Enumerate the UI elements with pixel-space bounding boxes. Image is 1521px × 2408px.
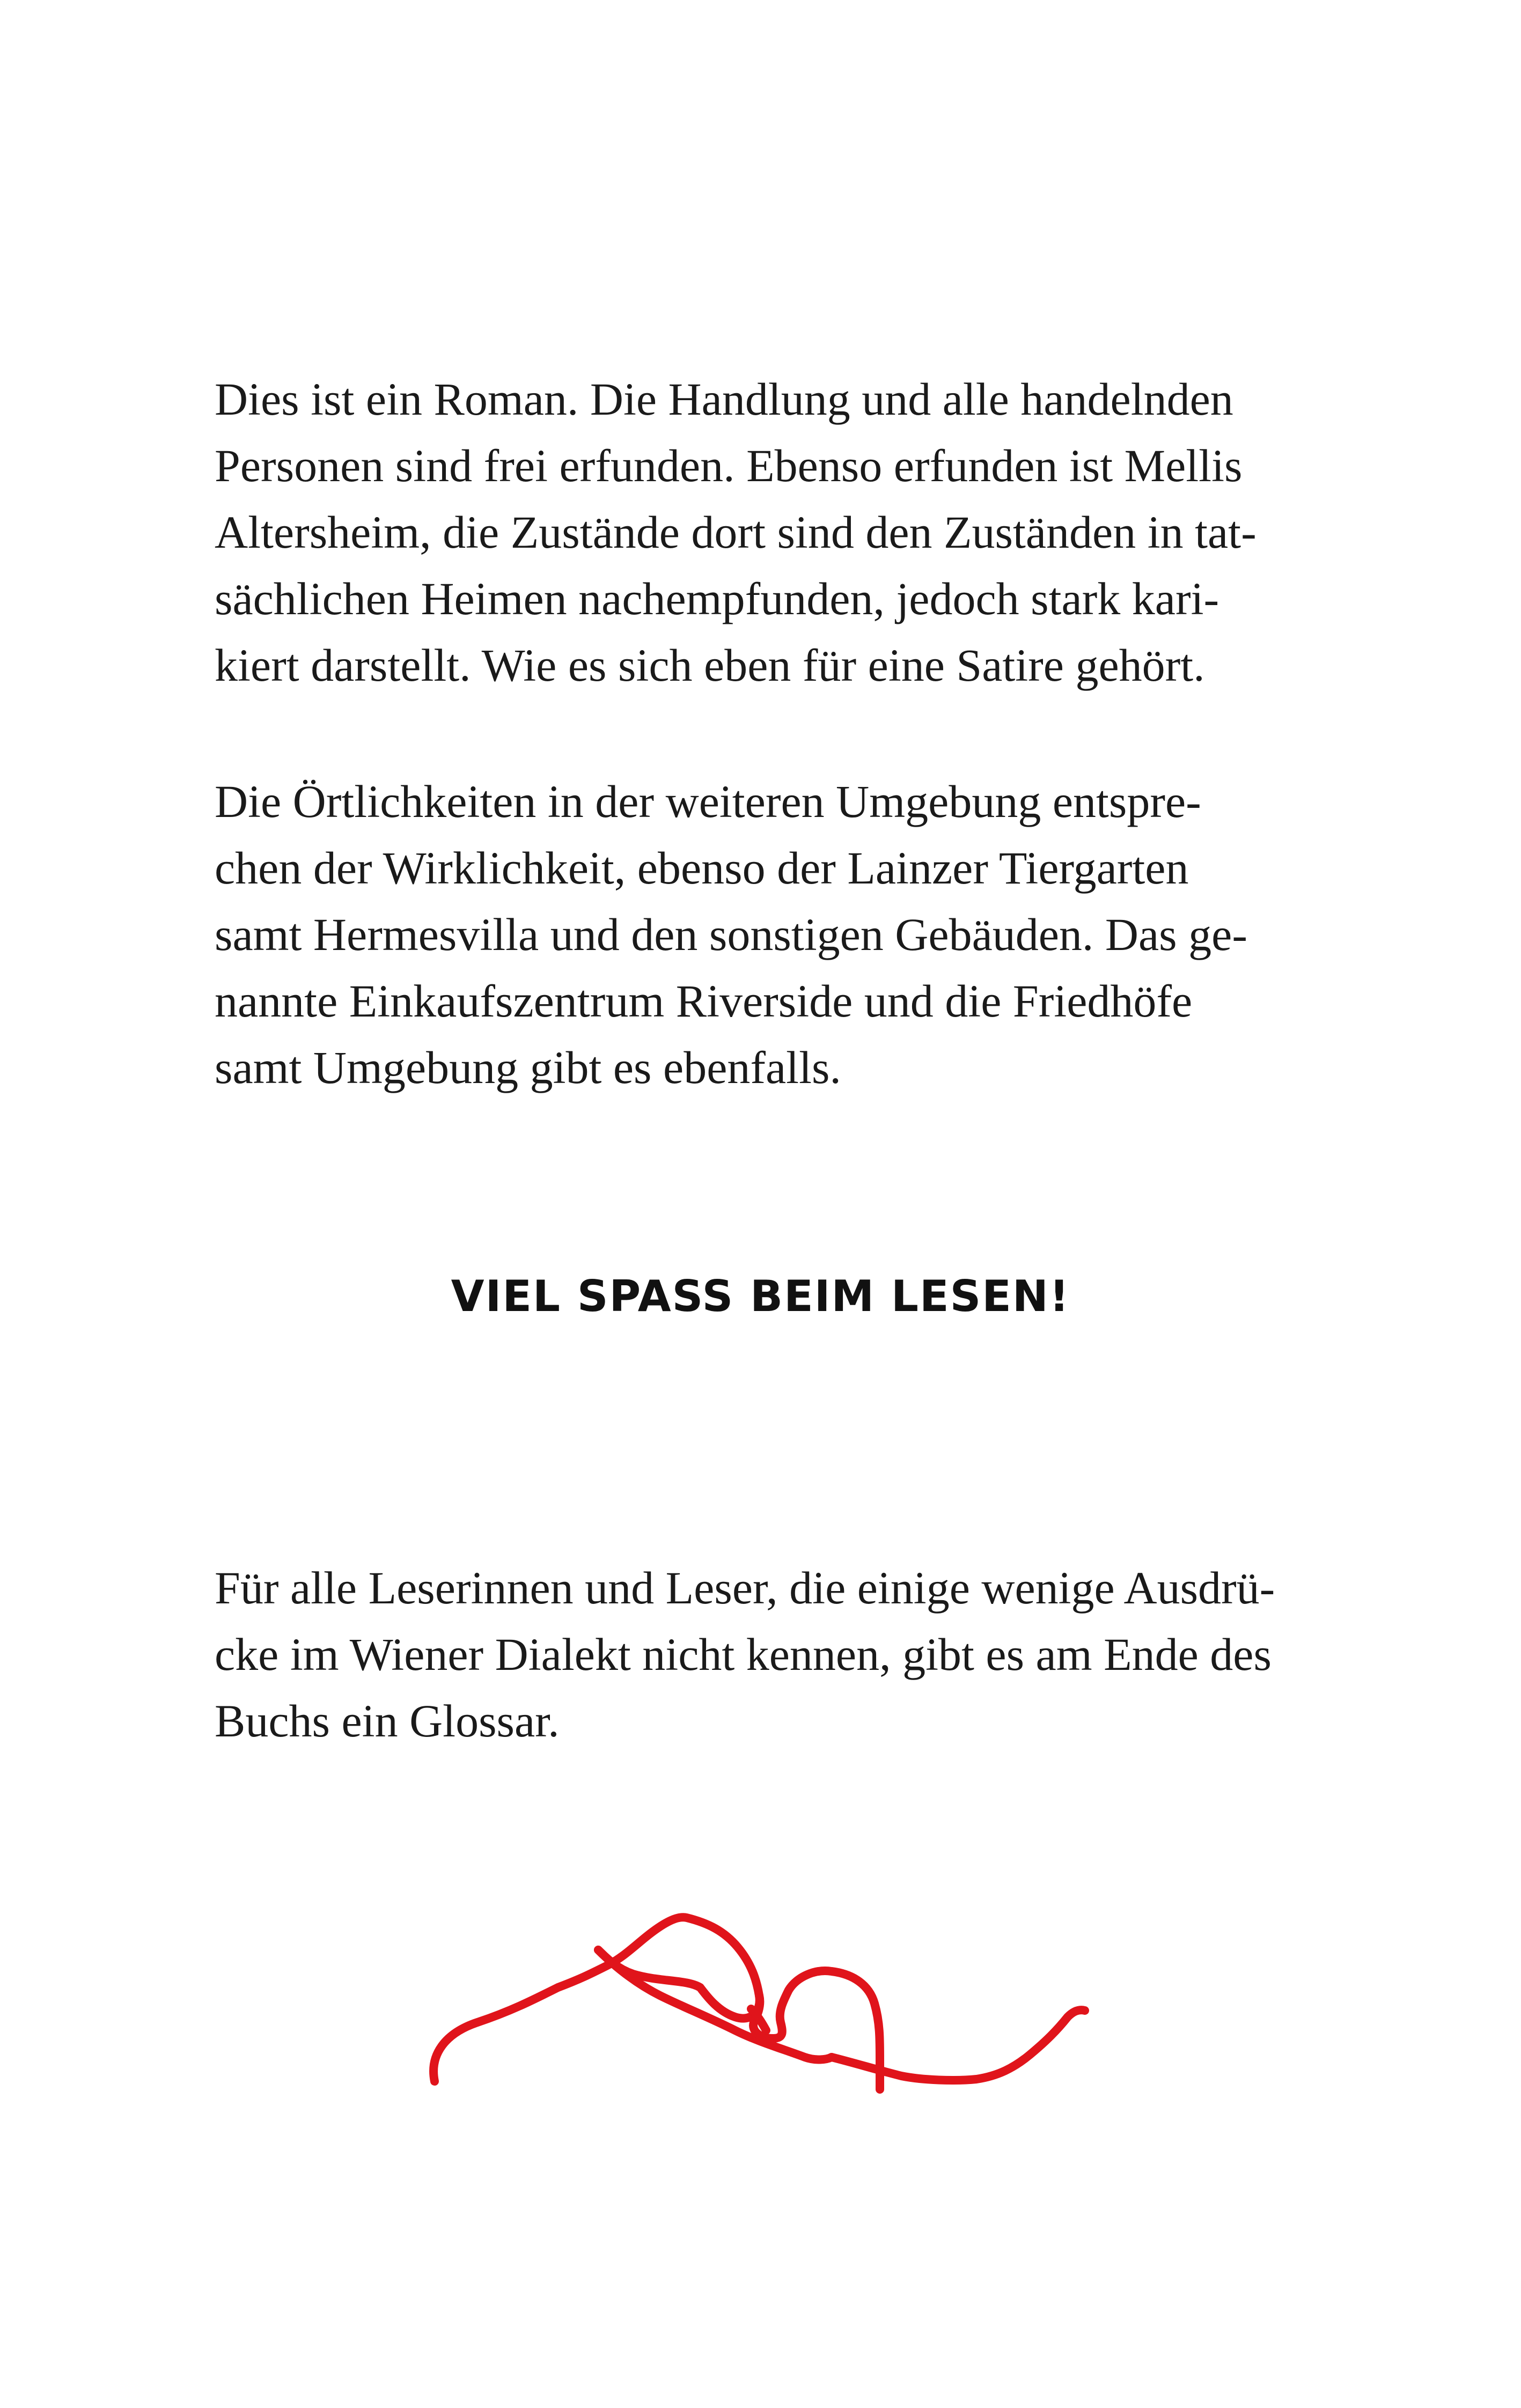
signature-stroke [433,1917,760,2081]
text-line: samt Hermesvilla und den sonstigen Gebäuden. Das ge- [215,909,1247,960]
glossary-note-paragraph [215,1555,1331,1754]
text-line: Dies ist ein Roman. Die Handlung und alle handelnden [215,373,1233,425]
signature-stroke [753,1971,880,2089]
text-line: Buchs ein Glossar. [215,1695,560,1747]
text-line: sächlichen Heimen nachempfunden, jedoch stark kari- [215,573,1219,624]
signature-image [408,1877,1116,2114]
text-line: Für alle Leserinnen und Leser, die einige wenige Ausdrü- [215,1562,1275,1614]
text-line: chen der Wirklichkeit, ebenso der Lainzer Tiergarten [215,842,1189,894]
text-line: Personen sind frei erfunden. Ebenso erfunden ist Mellis [215,440,1243,491]
locations-paragraph [215,768,1331,1101]
text-line: cke im Wiener Dialekt nicht kennen, gibt es am Ende des [215,1629,1272,1680]
signature-stroke [832,2010,1085,2080]
text-line: kiert darstellt. Wie es sich eben für eine Satire gehört. [215,639,1205,691]
disclaimer-paragraph [215,366,1331,698]
text-line: nannte Einkaufszentrum Riverside und die Friedhöfe [215,975,1193,1027]
text-line: Die Örtlichkeiten in der weiteren Umgebung entspre- [215,776,1201,827]
motto-heading: VIEL SPASS BEIM LESEN! [451,1271,1070,1321]
text-line: Altersheim, die Zustände dort sind den Zuständen in tat- [215,506,1257,558]
text-line: samt Umgebung gibt es ebenfalls. [215,1042,841,1093]
